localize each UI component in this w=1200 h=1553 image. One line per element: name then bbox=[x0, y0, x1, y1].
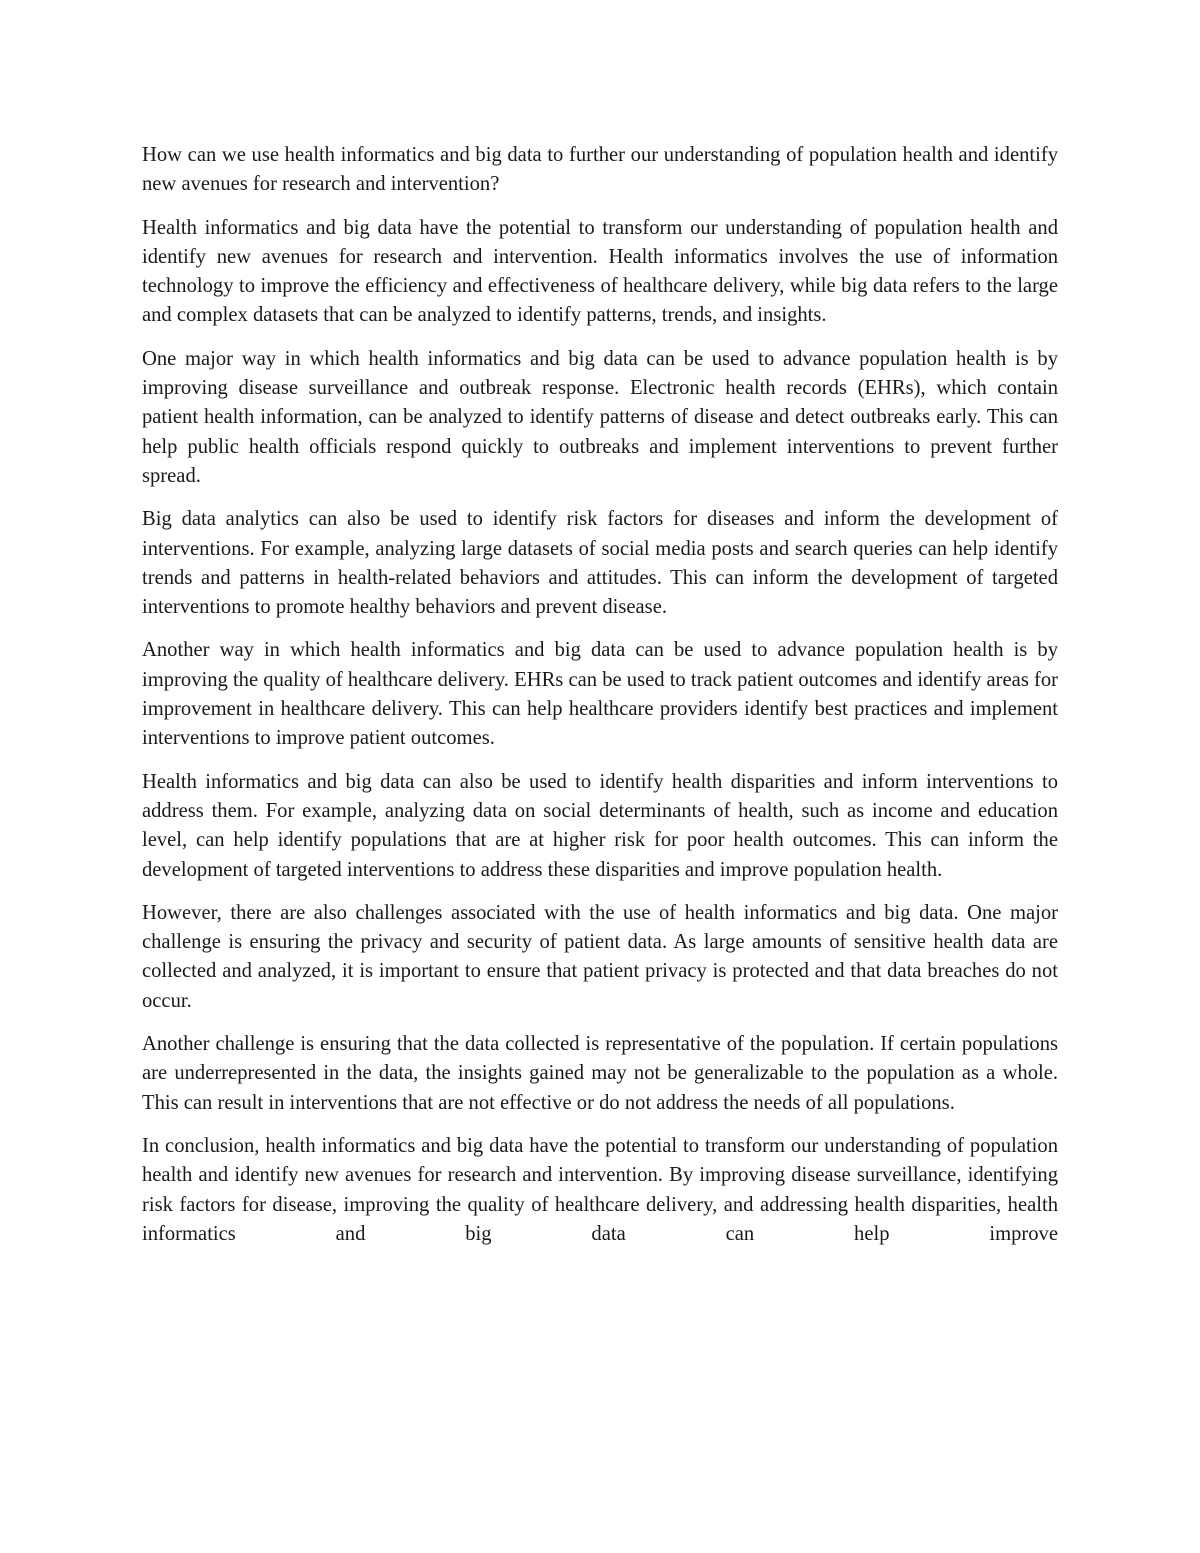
privacy-challenge-paragraph: However, there are also challenges associated with the use of health informatics and big data. One major challenge is ensuring the privacy and security of patient data. As large amounts of sensitive health data are collected and analyzed, it is important to ensure that patient privacy is protected and that data breaches do not occur. bbox=[142, 901, 1058, 1012]
healthcare-quality-paragraph: Another way in which health informatics and big data can be used to advance population health is by improving the quality of healthcare delivery. EHRs can be used to track patient outcomes and identify areas for improvement in healthcare delivery. This can help healthcare providers identify best practices and implement interventions to improve patient outcomes. bbox=[142, 639, 1058, 750]
document-body bbox=[142, 141, 1058, 1263]
health-disparities-paragraph: Health informatics and big data can also be used to identify health disparities and inform interventions to address them. For example, analyzing data on social determinants of health, such as income and education level, can help identify populations that are at higher risk for poor health outcomes. This can inform the development of targeted interventions to address these disparities and improve population health. bbox=[142, 770, 1058, 881]
intro-paragraph: Health informatics and big data have the potential to transform our understanding of population health and identify new avenues for research and intervention. Health informatics involves the use of information technology to improve the efficiency and effectiveness of healthcare delivery, while big data refers to the large and complex datasets that can be analyzed to identify patterns, trends, and insights. bbox=[142, 216, 1058, 327]
risk-factors-paragraph: Big data analytics can also be used to identify risk factors for diseases and inform the development of interventions. For example, analyzing large datasets of social media posts and search queries can help identify trends and patterns in health-related behaviors and attitudes. This can inform the development of targeted interventions to promote healthy behaviors and prevent disease. bbox=[142, 508, 1058, 619]
surveillance-paragraph: One major way in which health informatics and big data can be used to advance population health is by improving disease surveillance and outbreak response. Electronic health records (EHRs), which contain patient health information, can be analyzed to identify patterns of disease and detect outbreaks early. This can help public health officials respond quickly to outbreaks and implement interventions to prevent further spread. bbox=[142, 347, 1058, 487]
question-paragraph: How can we use health informatics and big data to further our understanding of population health and identify new avenues for research and intervention? bbox=[142, 144, 1058, 196]
conclusion-paragraph: In conclusion, health informatics and big data have the potential to transform our understanding of population health and identify new avenues for research and intervention. By improving disease surveillance, identifying risk factors for disease, improving the quality of healthcare delivery, and addressing health disparities, health informatics and big data can help improve bbox=[142, 1134, 1058, 1245]
representativeness-challenge-paragraph: Another challenge is ensuring that the data collected is representative of the population. If certain populations are underrepresented in the data, the insights gained may not be generalizable to the population as a whole. This can result in interventions that are not effective or do not address the needs of all populations. bbox=[142, 1033, 1058, 1114]
